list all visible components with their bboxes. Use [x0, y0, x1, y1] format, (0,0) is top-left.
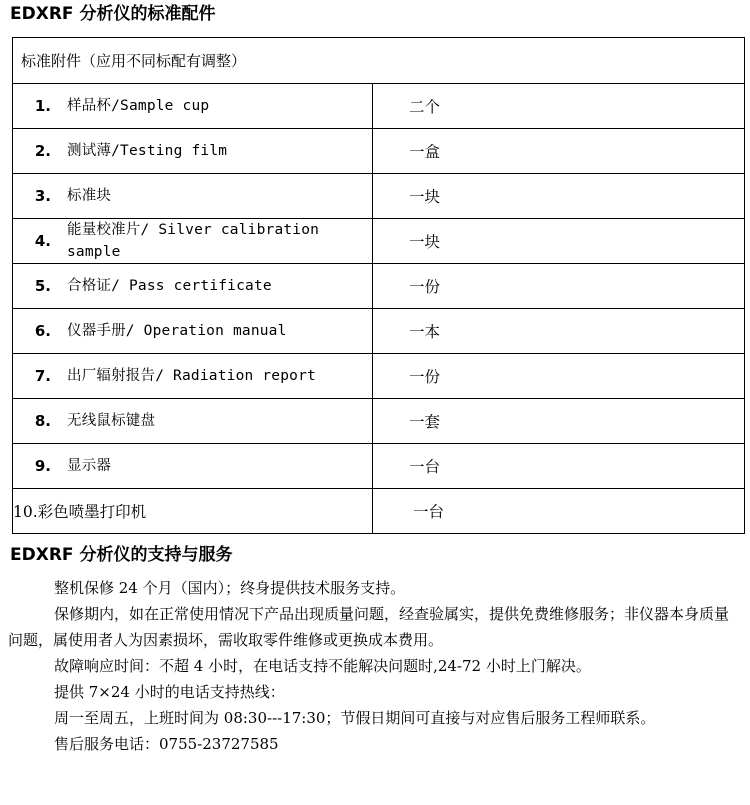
- item-name: 无线鼠标键盘: [67, 413, 156, 429]
- service-title: EDXRF 分析仪的支持与服务: [10, 545, 233, 565]
- item-quantity: 一份: [373, 354, 745, 399]
- accessories-table: [12, 37, 745, 534]
- table-header-row: [13, 38, 745, 84]
- item-quantity: 一块: [373, 174, 745, 219]
- table-header: 标准附件（应用不同标配有调整）: [13, 38, 745, 84]
- item-number: 6.: [34, 322, 51, 340]
- item-number: 2.: [34, 142, 51, 160]
- item-number: 9.: [34, 457, 51, 475]
- service-paragraph: 整机保修 24 个月（国内）；终身提供技术服务支持。: [54, 579, 406, 597]
- item-quantity: 一台: [373, 489, 745, 534]
- item-name: 10.彩色喷墨打印机: [13, 489, 373, 534]
- service-body: [8, 575, 743, 757]
- item-number: 7.: [34, 367, 51, 385]
- item-number: 4.: [34, 232, 51, 250]
- item-quantity: 一盒: [373, 129, 745, 174]
- item-quantity: 二个: [373, 84, 745, 129]
- table-row: [13, 129, 745, 174]
- item-name: 显示器: [67, 458, 112, 474]
- table-row: [13, 399, 745, 444]
- item-number: 3.: [34, 187, 51, 205]
- item-name: 能量校准片/ Silver calibration sample: [67, 222, 329, 260]
- table-row: [13, 84, 745, 129]
- item-name: 出厂辐射报告/ Radiation report: [67, 368, 316, 384]
- item-quantity: 一份: [373, 264, 745, 309]
- item-name: 测试薄/Testing film: [67, 143, 228, 159]
- item-name: 合格证/ Pass certificate: [67, 278, 272, 294]
- table-row: [13, 174, 745, 219]
- item-quantity: 一套: [373, 399, 745, 444]
- service-paragraph: 售后服务电话：0755-23727585: [54, 735, 279, 753]
- service-paragraph: 故障响应时间：不超 4 小时，在电话支持不能解决问题时,24-72 小时上门解决。: [54, 657, 591, 675]
- item-quantity: 一本: [373, 309, 745, 354]
- accessories-title: EDXRF 分析仪的标准配件: [10, 4, 216, 24]
- item-number: 8.: [34, 412, 51, 430]
- service-paragraph: 保修期内，如在正常使用情况下产品出现质量问题，经查验属实，提供免费维修服务；非仪器本身质量问题，属使用者人为因素损坏，需收取零件维修或更换成本费用。: [8, 605, 730, 649]
- table-row: [13, 264, 745, 309]
- table-row: [13, 309, 745, 354]
- table-row: [13, 354, 745, 399]
- item-number: 1.: [34, 97, 51, 115]
- item-name: 样品杯/Sample cup: [67, 98, 210, 114]
- item-name: 标准块: [67, 188, 112, 204]
- item-quantity: 一块: [373, 219, 745, 264]
- item-number: 5.: [34, 277, 51, 295]
- service-paragraph: 提供 7×24 小时的电话支持热线：: [54, 683, 285, 701]
- service-paragraph: 周一至周五，上班时间为 08:30---17:30；节假日期间可直接与对应售后服务工程师联系。: [54, 709, 656, 727]
- table-row: [13, 489, 745, 534]
- table-row: [13, 219, 745, 264]
- table-row: [13, 444, 745, 489]
- item-name: 仪器手册/ Operation manual: [67, 323, 287, 339]
- item-quantity: 一台: [373, 444, 745, 489]
